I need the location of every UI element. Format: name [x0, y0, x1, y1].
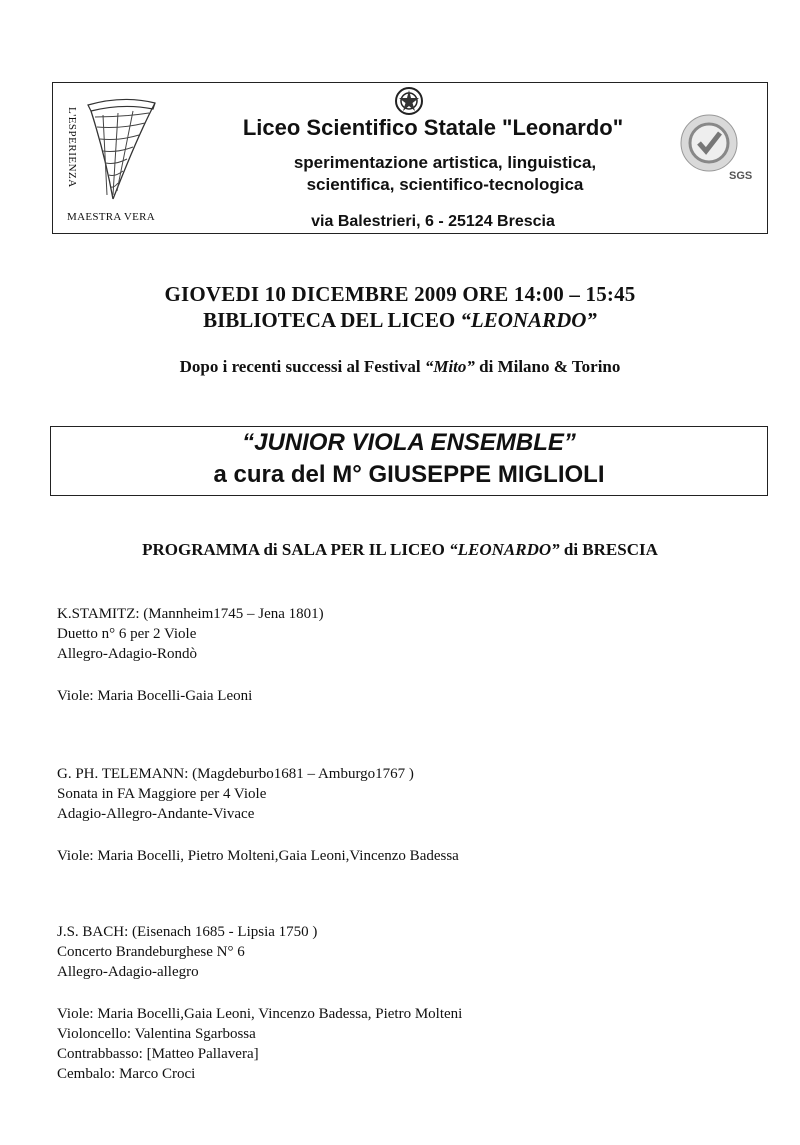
- work-line: Duetto n° 6 per 2 Viole: [57, 626, 197, 642]
- programme-item: [57, 764, 459, 866]
- programme-heading: [0, 540, 800, 560]
- composer-line: J.S. BACH: (Eisenach 1685 - Lipsia 1750 ): [57, 924, 318, 940]
- performers-line: Viole: Maria Bocelli-Gaia Leoni: [57, 688, 253, 704]
- event-datetime: GIOVEDI 10 DICEMBRE 2009 ORE 14:00 – 15:45: [164, 282, 636, 306]
- composer-line: G. PH. TELEMANN: (Magdeburbo1681 – Amburgo1767 ): [57, 766, 414, 782]
- ensemble-title-box: [50, 426, 768, 496]
- programme-heading-prefix: PROGRAMMA di SALA PER IL LICEO: [142, 540, 450, 559]
- ensemble-title: “JUNIOR VIOLA ENSEMBLE”: [242, 429, 576, 456]
- school-logo: [61, 89, 171, 227]
- republic-emblem-icon: [393, 85, 425, 117]
- letterhead-box: [52, 82, 768, 234]
- wing-drawing-icon: [83, 95, 163, 205]
- work-line: Concerto Brandeburghese N° 6: [57, 944, 245, 960]
- programme-item: [57, 604, 324, 706]
- school-name: Liceo Scientifico Statale "Leonardo": [242, 115, 624, 140]
- venue-prefix: BIBLIOTECA DEL LICEO: [203, 308, 461, 332]
- programme-heading-name: “LEONARDO”: [449, 540, 560, 559]
- movements-line: Allegro-Adagio-Rondò: [57, 646, 197, 662]
- sgs-certification-logo: [673, 109, 753, 185]
- composer-line: K.STAMITZ: (Mannheim1745 – Jena 1801): [57, 606, 324, 622]
- intro-festival: “Mito”: [424, 357, 475, 376]
- intro-prefix: Dopo i recenti successi al Festival: [179, 357, 425, 376]
- performers-line: Cembalo: Marco Croci: [57, 1066, 196, 1082]
- sgs-label: SGS: [729, 170, 753, 182]
- movements-line: Allegro-Adagio-allegro: [57, 964, 199, 980]
- performers-line: Viole: Maria Bocelli, Pietro Molteni,Gaia Leoni,Vincenzo Badessa: [57, 848, 459, 864]
- event-venue: [0, 308, 800, 333]
- programme-heading-suffix: di BRESCIA: [559, 540, 658, 559]
- intro-suffix: di Milano & Torino: [474, 357, 621, 376]
- ensemble-curator: a cura del M° GIUSEPPE MIGLIOLI: [213, 461, 605, 488]
- venue-name: “LEONARDO”: [460, 308, 597, 332]
- performers-line: Violoncello: Valentina Sgarbossa: [57, 1026, 256, 1042]
- logo-bottom-text: MAESTRA VERA: [67, 211, 156, 223]
- performers-line: Viole: Maria Bocelli,Gaia Leoni, Vincenzo Badessa, Pietro Molteni: [57, 1006, 463, 1022]
- programme-item: [57, 922, 462, 1084]
- movements-line: Adagio-Allegro-Andante-Vivace: [57, 806, 255, 822]
- school-address: via Balestrieri, 6 - 25124 Brescia: [311, 213, 555, 230]
- school-subtitle-2: scientifica, scientifico-tecnologica: [306, 175, 584, 194]
- intro-line: [0, 357, 800, 377]
- logo-vertical-text: L'ESPERIENZA: [66, 107, 78, 188]
- school-subtitle-1: sperimentazione artistica, linguistica,: [293, 153, 597, 172]
- work-line: Sonata in FA Maggiore per 4 Viole: [57, 786, 267, 802]
- performers-line: Contrabbasso: [Matteo Pallavera]: [57, 1046, 259, 1062]
